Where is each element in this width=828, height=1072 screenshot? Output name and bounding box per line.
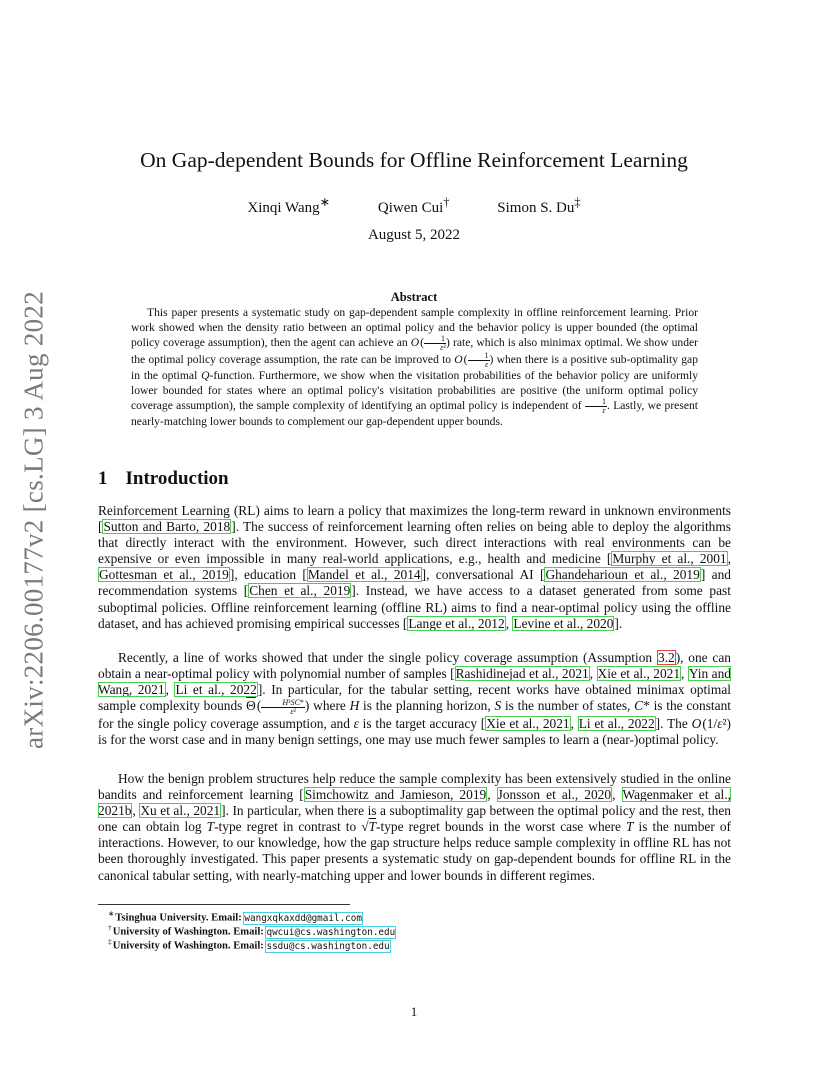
section-heading-introduction: 1 Introduction <box>98 468 229 489</box>
citation-link[interactable]: Gottesman et al., 2019 <box>99 567 229 583</box>
citation-link[interactable]: Levine et al., 2020 <box>513 615 614 631</box>
abstract-heading: Abstract <box>390 290 438 304</box>
assumption-link[interactable]: 3.2 <box>657 650 675 665</box>
intro-paragraph-1: Reinforcement Learning (RL) aims to learn a policy that maximizes the long-term reward in unknown environments [Sutton and Barto, 2018]. The success of reinforcement learning often relies on being able to deploy the algorithms that directly interact with the environment. However, such direct interactions with real environments can be expensive or even impossible in many real-world applications, e.g., health and medicine [Murphy et al., 2001, Gottesman et al., 2019], education [Mandel et al., 2014], conversational AI [Ghandeharioun et al., 2019] and recommendation systems [Chen et al., 2019]. Instead, we have access to a dataset generated from some past suboptimal policies. Offline reinforcement learning (offline RL) aims to find a near-optimal policy using the offline dataset, and has achieved promising empirical successes [Lange et al., 2012, Levine et al., 2020]. <box>98 503 731 631</box>
citation-link[interactable]: Xu et al., 2021 <box>140 803 221 819</box>
citation-link[interactable]: Jonsson et al., 2020 <box>497 787 612 803</box>
email-link[interactable]: ssdu@cs.washington.edu <box>266 940 390 952</box>
footnote-2: †University of Washington. Email: qwcui@cs.washington.edu <box>108 923 396 938</box>
author-3: Simon S. Du‡ <box>497 195 581 216</box>
citation-link[interactable]: Xie et al., 2021 <box>486 715 570 731</box>
citation-link[interactable]: Murphy et al., 2001 <box>612 551 727 567</box>
arxiv-sidebar-stamp <box>14 290 54 750</box>
email-link[interactable]: wangxqkaxdd@gmail.com <box>244 912 362 924</box>
citation-link[interactable]: Lange et al., 2012 <box>408 615 505 631</box>
abstract-text: This paper presents a systematic study on gap-dependent sample complexity in offline reinforcement learning. Prior work showed when the density ratio between an optimal policy and the behavior policy is upper bounded (the optimal policy coverage assumption), then the agent can achieve an O ( $\frac{1}{\text{ε²}}$ ) rate, which is also minimax optimal. We show under the optimal policy coverage assumption, the rate can be improved to O ( $\frac{1}{\varepsilon}$ ) when there is a positive sub-optimality gap in the optimal Q-function. Furthermore, we show when the visitation probabilities of the behavior policy are uniformly lower bounded for states where an optimal policy's visitation probabilities are positive (the uniform optimal policy coverage assumption), the sample complexity of identifying an optimal policy is independent of $\frac{1}{\varepsilon}$ . Lastly, we present nearly-matching lower bounds to complement our gap-dependent upper bounds. <box>131 306 699 428</box>
citation-link[interactable]: Mandel et al., 2014 <box>307 567 421 583</box>
citation-link[interactable]: Wagenmaker et al., 2021b <box>98 787 731 819</box>
footnote-1: ∗Tsinghua University. Email: wangxqkaxdd@gmail.com <box>108 909 362 924</box>
paper-date: August 5, 2022 <box>367 227 461 243</box>
citation-link[interactable]: Chen et al., 2019 <box>249 583 351 599</box>
author-list <box>0 194 828 217</box>
intro-paragraph-2: Recently, a line of works showed that under the single policy coverage assumption (Assumption 3.2), one can obtain a near-optimal policy with polynomial number of samples [Rashidinejad et al., 2021, Xie et al., 2021, Yin and Wang, 2021, Li et al., 2022]. In particular, for the tabular setting, recent works have obtained minimax optimal sample complexity bounds $\overline{\Theta}$ ( $\frac{\text{H³SC*}}{\text{ε²}}$ ) where H is the planning horizon, S is the number of states, C* is the constant for the single policy coverage assumption, and ε is the target accuracy [Xie et al., 2021, Li et al., 2022]. The O (1/ε²) is for the worst case and in many benign settings, one may use much fewer samples to learn a (near-)optimal policy. <box>98 650 732 747</box>
citation-link[interactable]: Sutton and Barto, 2018 <box>103 519 231 535</box>
email-link[interactable]: qwcui@cs.washington.edu <box>266 926 396 938</box>
footnote-3: ‡University of Washington. Email: ssdu@cs.washington.edu <box>108 937 390 952</box>
citation-link[interactable]: Li et al., 2022 <box>578 715 655 731</box>
citation-link[interactable]: Rashidinejad et al., 2021 <box>455 666 589 682</box>
citation-link[interactable]: Xie et al., 2021 <box>597 666 681 682</box>
arxiv-id: arXiv:2206.00177v2 [cs.LG] 3 Aug 2022 <box>18 290 49 750</box>
citation-link[interactable]: Simchowitz and Jamieson, 2019 <box>304 787 487 803</box>
intro-paragraph-3: How the benign problem structures help reduce the sample complexity has been extensively studied in the online bandits and reinforcement learning [Simchowitz and Jamieson, 2019, Jonsson et al., 2020, Wagenmaker et al., 2021b, Xu et al., 2021]. In particular, when there is a suboptimality gap between the optimal policy and the rest, then one can obtain log T-type regret in contrast to √T-type regret bounds in the worst case where T is the number of interactions. However, to our knowledge, how the gap structure helps reduce sample complexity in offline RL has not been thoroughly investigated. This paper presents a systematic study on gap-dependent bounds for offline RL in the canonical tabular setting, with nearly-matching upper and lower bounds in different regimes. <box>98 771 731 883</box>
citation-link[interactable]: Yin and Wang, 2021 <box>98 666 731 698</box>
citation-link[interactable]: Li et al., 2022 <box>175 682 257 698</box>
paper-title: On Gap-dependent Bounds for Offline Reinforcement Learning <box>140 148 688 172</box>
page-number: 1 <box>410 1004 418 1019</box>
footnote-rule <box>98 904 350 905</box>
citation-link[interactable]: Ghandeharioun et al., 2019 <box>545 567 700 583</box>
author-1: Xinqi Wang∗ <box>247 195 331 216</box>
author-2: Qiwen Cui† <box>377 195 450 216</box>
